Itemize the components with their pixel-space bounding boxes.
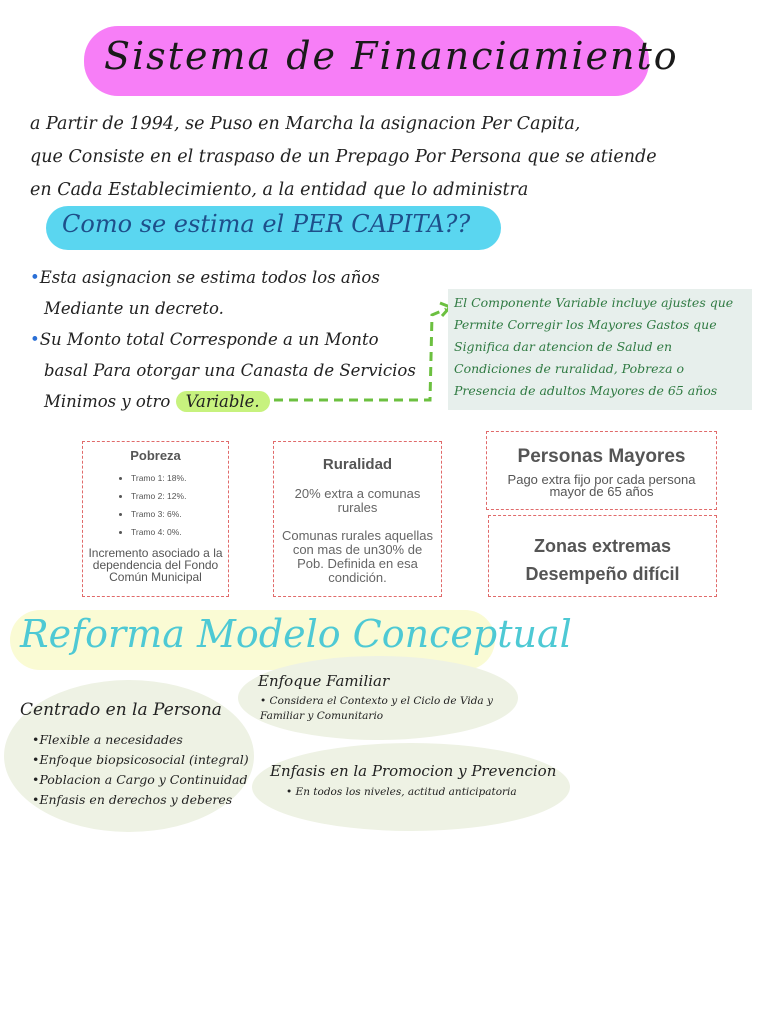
ruralidad-card bbox=[273, 441, 442, 597]
bullet-1: •Esta asignacion se estima todos los años bbox=[30, 268, 380, 287]
question-heading: Como se estima el PER CAPITA?? bbox=[62, 210, 471, 238]
tramo-item: • Tramo 3: 6%. bbox=[131, 505, 224, 523]
centrado-title: Centrado en la Persona bbox=[20, 700, 222, 720]
mayores-title: Personas Mayores bbox=[517, 446, 686, 467]
variable-highlight: Variable. bbox=[176, 391, 270, 412]
ruralidad-title: Ruralidad bbox=[322, 456, 393, 473]
personas-mayores-card bbox=[486, 431, 717, 510]
bullet-1-line-2: Mediante un decreto. bbox=[44, 299, 224, 318]
enfasis-title: Enfasis en la Promocion y Prevencion bbox=[270, 762, 557, 780]
intro-line-2: que Consiste en el traspaso de un Prepago Por Persona que se atiende bbox=[30, 147, 657, 167]
ruralidad-extra: 20% extra a comunas rurales bbox=[294, 486, 421, 515]
intro-paragraph bbox=[30, 108, 742, 207]
zonas-line-2: Desempeño difícil bbox=[525, 564, 680, 584]
ruralidad-definition: Comunas rurales aquellas con mas de un30% de Pob. Definida en esa condición. bbox=[281, 528, 434, 585]
intro-line-1: a Partir de 1994, se Puso en Marcha la asignacion Per Capita, bbox=[30, 114, 581, 134]
reform-title: Reforma Modelo Conceptual bbox=[20, 612, 572, 656]
bullet-2: •Su Monto total Corresponde a un Monto bbox=[30, 330, 379, 349]
mayores-description: Pago extra fijo por cada persona mayor de 65 años bbox=[507, 472, 696, 499]
pobreza-title: Pobreza bbox=[130, 448, 181, 463]
bullet-2-line-3-text: Minimos y otro bbox=[44, 392, 171, 411]
bullet-list bbox=[30, 262, 430, 417]
page-title: Sistema de Financiamiento bbox=[104, 34, 679, 78]
bullet-2-line-3 bbox=[30, 386, 430, 417]
tramo-item: • Tramo 1: 18%. bbox=[131, 469, 224, 487]
tramo-item: • Tramo 2: 12%. bbox=[131, 487, 224, 505]
pobreza-card bbox=[82, 441, 229, 597]
enfasis-item: • En todos los niveles, actitud anticipatoria bbox=[286, 786, 517, 798]
centrado-list bbox=[32, 730, 249, 810]
pobreza-footnote: Incremento asociado a la dependencia del Fondo Común Municipal bbox=[88, 546, 223, 584]
centrado-item: •Poblacion a Cargo y Continuidad bbox=[32, 772, 248, 787]
bullet-2-line-1: Su Monto total Corresponde a un Monto bbox=[39, 330, 379, 349]
centrado-item: •Enfasis en derechos y deberes bbox=[32, 792, 233, 807]
centrado-item: •Flexible a necesidades bbox=[32, 732, 183, 747]
tramo-item: • Tramo 4: 0%. bbox=[131, 523, 224, 541]
variable-note: El Componente Variable incluye ajustes que Permite Corregir los Mayores Gastos que Significa dar atencion de Salud en Condiciones de ruralidad, Pobreza o Presencia de adultos Mayores de 65 años bbox=[454, 295, 734, 398]
familiar-item: • Considera el Contexto y el Ciclo de Vida y Familiar y Comunitario bbox=[260, 695, 493, 722]
bullet-2-line-2: basal Para otorgar una Canasta de Servicios bbox=[44, 361, 416, 380]
tramos-list bbox=[87, 469, 224, 541]
bullet-1-line-1: Esta asignacion se estima todos los años bbox=[39, 268, 380, 287]
zonas-extremas-card bbox=[488, 515, 717, 597]
intro-line-3: en Cada Establecimiento, a la entidad que lo administra bbox=[30, 180, 529, 200]
zonas-line-1: Zonas extremas bbox=[533, 536, 672, 556]
familiar-title: Enfoque Familiar bbox=[258, 672, 390, 690]
centrado-item: •Enfoque biopsicosocial (integral) bbox=[32, 752, 249, 767]
